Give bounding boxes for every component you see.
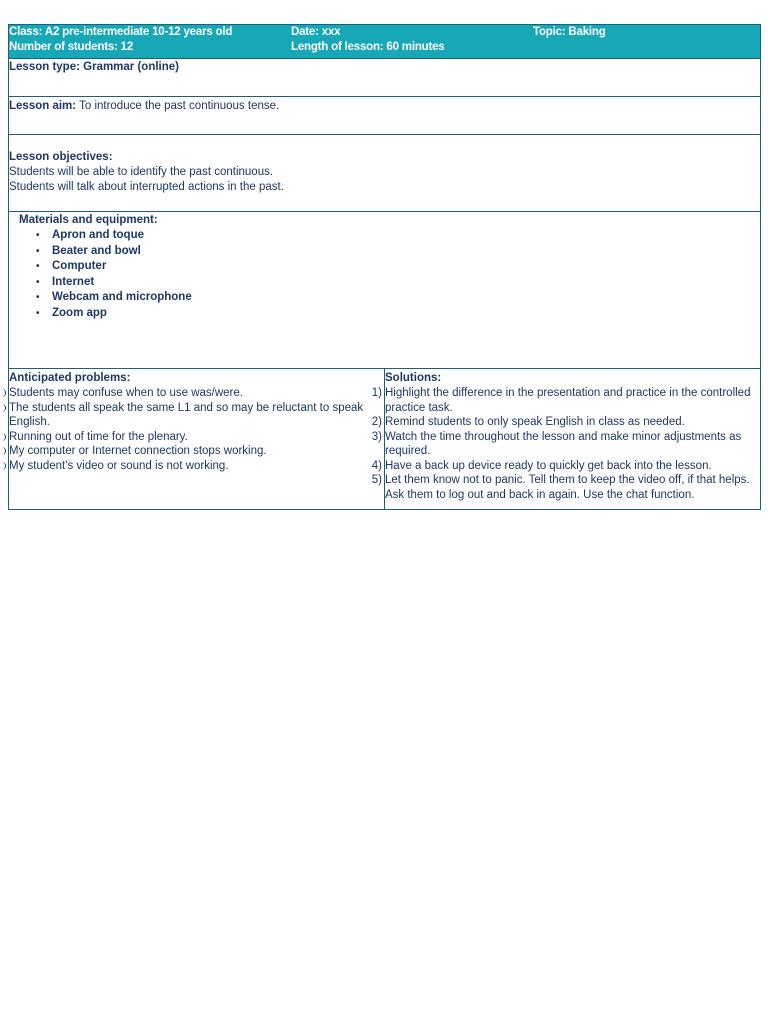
lesson-aim-label: Lesson aim: <box>9 100 77 112</box>
material-item: • Beater and bowl <box>9 244 760 260</box>
problems-label: Anticipated problems: <box>9 372 131 384</box>
lesson-plan-table <box>8 24 761 510</box>
objectives-label: Lesson objectives: <box>9 151 113 163</box>
solution-number: 2) <box>371 416 382 428</box>
lesson-aim-row <box>9 97 760 135</box>
students-label: Number of students: 12 <box>9 41 134 53</box>
solution-number: 5) <box>371 474 382 486</box>
solution-text: Have a back up device ready to quickly get back into the lesson. <box>385 459 712 472</box>
solutions-list <box>371 386 760 502</box>
material-item: • Internet <box>9 275 760 291</box>
solution-number: 4) <box>371 459 382 472</box>
solutions-label: Solutions: <box>385 372 442 384</box>
problem-item: Students may confuse when to use was/were. <box>9 386 384 401</box>
solutions-column <box>371 369 760 509</box>
solution-item <box>371 473 760 502</box>
solution-text: Let them know not to panic. Tell them to keep the video off, if that helps. Ask them to log out and back in again. Use the chat function. <box>385 474 750 501</box>
problem-item: The students all speak the same L1 and so may be reluctant to speak English. <box>9 401 384 430</box>
material-item: • Zoom app <box>9 306 760 322</box>
solution-text: Watch the time throughout the lesson and make minor adjustments as required. <box>385 430 742 457</box>
solution-item <box>371 386 760 415</box>
problem-item: My student's video or sound is not working. <box>9 459 384 474</box>
problems-list <box>9 386 384 473</box>
lesson-type: Lesson type: Grammar (online) <box>9 61 179 73</box>
material-item: • Apron and toque <box>9 228 760 244</box>
problems-column <box>9 369 385 509</box>
problem-item: My computer or Internet connection stops working. <box>9 444 384 459</box>
date-label: Date: xxx <box>291 26 341 38</box>
materials-label: Materials and equipment: <box>19 214 158 226</box>
problems-solutions-row <box>9 369 760 509</box>
lesson-aim-text: To introduce the past continuous tense. <box>76 100 280 112</box>
lesson-type-row <box>9 59 760 97</box>
objective-item: Students will talk about interrupted actions in the past. <box>9 181 284 193</box>
solution-item <box>371 430 760 459</box>
class-label: Class: A2 pre-intermediate 10-12 years old <box>9 26 233 38</box>
solution-number: 1) <box>371 387 382 399</box>
problem-item: Running out of time for the plenary. <box>9 430 384 445</box>
material-item: • Computer <box>9 259 760 275</box>
solution-text: Highlight the difference in the presentation and practice in the controlled practice task. <box>385 387 751 414</box>
objectives-row <box>9 135 760 212</box>
solution-item <box>371 459 760 474</box>
solution-number: 3) <box>371 430 382 443</box>
length-label: Length of lesson: 60 minutes <box>291 41 445 53</box>
objective-item: Students will be able to identify the past continuous. <box>9 166 274 178</box>
material-item: • Webcam and microphone <box>9 290 760 306</box>
materials-list <box>9 228 760 321</box>
materials-row <box>9 212 760 369</box>
topic-label: Topic: Baking <box>533 26 606 38</box>
solution-item <box>371 415 760 430</box>
solution-text: Remind students to only speak English in class as needed. <box>385 416 685 428</box>
lesson-header <box>9 25 760 59</box>
